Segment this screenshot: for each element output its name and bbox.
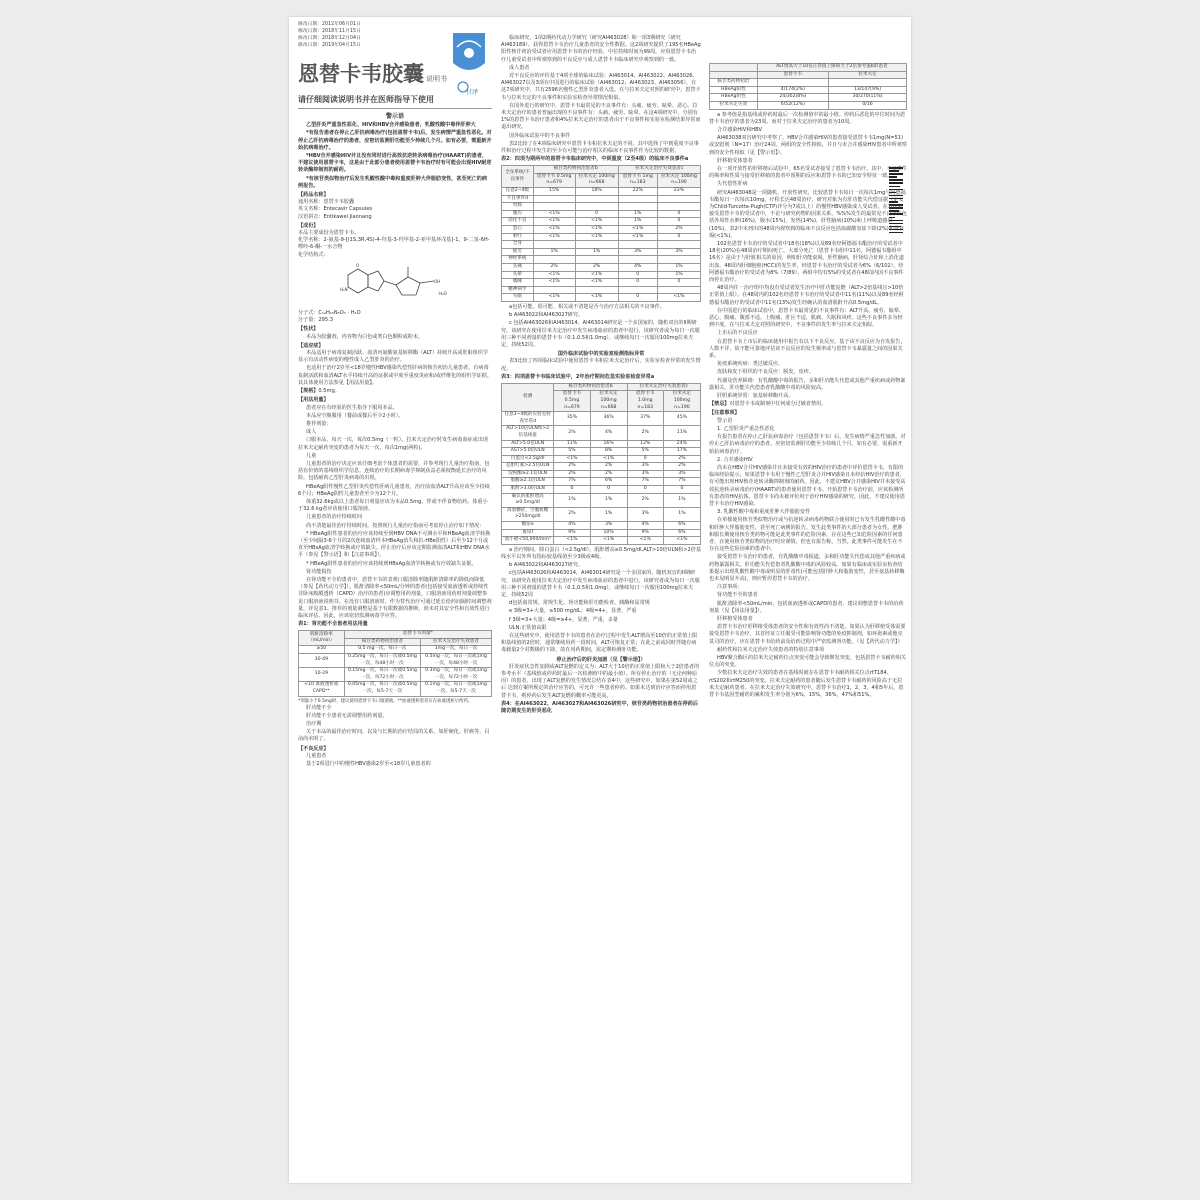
contraindication: 【禁忌】对恩替卡韦或制剂中任何成分过敏者禁用。 [709,401,827,408]
table-cell: 16% [590,440,627,448]
body-text: 表2比较了在4项临床研究中恩替卡韦和拉米夫定的不同。其中选择了中到重度不良事件和治疗过程中发生的至少有可能与治疗相关的临床不良事件作为比较的数据。 [501,140,699,155]
body-text: 肝炎症状急性加剧或ALT复燃的定义为：ALT大于10倍的正常值上限和大于2倍患者的参考水平（基线值或停药时最后一次检测值中的最小值）。所有停止治疗的（无论何种原因）的患者，出现了ALT复燃的发生情况总结在表4中，这些研究中，如果在第52周或之后 达到方案所规定的治疗应答的，可允许一些患者停药。如果未达到治疗应答而停用恩替卡韦，则停药后发生ALT复燃的概率可能更高。 [501,663,700,699]
table-cell: <1% [533,233,575,241]
table-cell: 6% [590,478,627,486]
table-cell [657,256,700,264]
table-cell: 0 [618,279,657,287]
table-row [502,263,701,271]
table-cell: 0 [657,233,700,241]
table3-caption: 表3：四项恩替卡韦临床试验中，2年治疗期间危急实验室检查异常a [501,373,655,380]
chemical-structure [338,261,458,305]
table-cell: <1% [575,294,618,302]
table3-notes: a 治疗期间，除白蛋白（<2.5g/dl）、肌酐增高≥0.5mg/dl,ALT>10倍ULN和>2倍基线水平以外所有指标较基线值至少3级或4级。 b AI463022和AI463027研究。 c包括AI463026和AI463014，AI463014研究是一个多国家的、随机双盲的II期研究，该研究在使用拉米夫定治疗中发生病毒血症的患者中进行，该研究者或为每日一次服用三种不同剂量的恩替卡韦（0.1,0.5和1.0mg），或继续每日一次服用100mg拉米夫定，持续52周 d包括血常规、常规生化、肾功能和肝功能检查、胰酶和尿常规 e 3级=3+大量，≥500 mg/dL；4级=4+，显著，严重 f 3级=3+大量；4级=≥4+，显著，严重，多量 ULN:正常值高限 [501,546,701,631]
table-cell: 总胆红素>2.5倍ULN [502,463,554,471]
table-cell: 3% [663,470,700,478]
table-cell: 9% [554,529,590,537]
table-cell: 15% [533,188,575,196]
table-cell: 2% [627,426,663,440]
indication-text: 也适用于治疗2岁至<18岁慢性HBV感染代偿性肝病的核苷初治儿童患者，有病毒复制活跃和血清ALT水平持续升高的证据或中度至重度炎症和/或纤维化的组织学证据。其具体使用方法参见【用法用量】。 [298,365,492,386]
warning-heading: 警示语 [385,113,404,120]
table-cell: <1% [575,271,618,279]
table-cell: 脂酶≥2.1倍ULN [502,478,554,486]
table-row [502,440,701,448]
table-row [502,203,701,211]
table-cell: 2% [590,470,627,478]
adverse-text: 基于2项进行中的慢性HBV感染2岁至<18岁儿童患者的 [306,760,431,767]
table-cell: 消化不良 [502,218,534,226]
table-cell: 0 [627,486,663,494]
table-cell: <1% [533,279,575,287]
table-cell [657,203,700,211]
table-cell: 0 [554,486,590,494]
col3-body: a 参考值是指基线或停药时最后一次检测值中的最小值。停药后恶化的中位时间为恩替卡韦治疗的患者为23周，而对于拉米夫定治疗的患者为10周。 合并感染HIV和HBV AI463038双盲研究中考察了，HBV合并感染HIV的患者接受恩替卡韦1mg(N=51)或安慰剂（N=17）治疗24周，两组的安全性相似，并且与未合并感染HIV患者中所观察到的安全性相似（见【警示语】）。 肝移植受体患者 在一项开放性的肝移植后试验中，65名受试者接受了恩替卡韦治疗。其中，不良事件的频率和性质与接受肝移植的患者中预期的反应和恩替卡韦的已知安全特征一致。 失代偿性肝病 研究AI463048是一项随机，开放性研究，比较恩替卡韦每日一次每次1mg与阿德福韦酯每日一次每次10mg，疗程长达48周治疗，研究对象为有肝功能失代偿证据（定义为Child-Turcotte-Pugh(CTP)评分为7或以上）的慢性HBV感染成人受试者。在102名接受恩替卡韦的受试者中，不论与研究药物的因果关系，%%%发生的最常见不良事件包括外周性水肿(16%)，腹水(15%)，发热(14%)，肝性脑病(10%)和上呼吸道感染(10%)。表2中未列出的48周内观察到的临床不良反应包括血碳酸氢盐下降(2%)和肾衰竭(<1%)。 102名恩替卡韦治疗的受试者中18名(18%)以及89名经阿德福韦酯治疗的受试者中18名(20%)在48周治疗期间死亡，大部分死亡（恩替卡韦组中11名，阿德福韦酯组中16名）是由于与肝脏相关的原因，例如肝功能衰竭，肝性脑病，肝肾综合征和上消化道出血。48周内肝细胞癌(HCC)的发生率，经恩替卡韦治疗的受试者为6%（6/102），经阿德福韦酯治疗的受试者为8%（7/89）。两组中均有5%的受试者在48周内因不良事件而停止治疗。 48周内任一治疗组中均没有受试者发生治疗中肝功能复燃（ALT>2倍基线且>10倍正常值上限）。在48周内的102名经恩替卡韦治疗的受试者中11名(11%)以及89名经阿德福韦酯治疗的受试者中11名(13%)发生经确认的血清肌酐升高0.5mg/dL。 在中国进行的临床试验中，恩替卡韦最常见的不良事件有：ALT升高、疲劳、眩晕、恶心、腹痛、腹部不适、上腹痛、肝区不适、肌痛、失眠和风疹。这些不良事件多为轻到中度。在与拉米夫定对照的研究中，不良事件的发生率与拉米夫定相似。 上市后的不良反应 在恩替卡韦上市后的临床使用中报告有以下不良反应。基于该不良反应为自发报告，人数不详，故不能可靠地评估该不良反应的发生频率或与恩替卡韦暴露量之间的因果关系。 免疫系统疾病：类过敏反应。 皮肤和皮下组织的不良反应：脱发，皮疹。 代谢及营养障碍：有乳酸酸中毒的报告，多和肝功能失代偿或其他严重疾病或药物暴露相关，肝功能失代偿患者乳酸酸中毒的风险较高。 肝胆系统异常：氨基转移酶升高。 [709,111,907,400]
table-cell: 4% [627,522,663,530]
table-cell [533,195,575,203]
warning-text: 乙型肝炎严重急性恶化、HIV和HBV合并感染患者，乳酸性酸中毒伴肝肿大 *有报告患者在停止乙肝抗病毒治疗(包括恩替卡韦)后，发生病情严重急性恶化。对停止乙肝抗病毒治疗的患者，应密切监测肝功能至少持续几个月。如有必要，需重新开始抗病毒治疗。 *HBV合并感染HIV并且没有同时进行高效抗逆转录病毒治疗(HAART)的患者，不建议使用恩替卡韦，这是由于此部分患者使用恩替卡韦治疗时有可能会出现HIV耐逆转录酶抑制剂的耐药。 *有核苷类似物治疗后发生乳酸性酸中毒和重度肝肿大伴脂肪变性，甚至死亡的病例报告。 [298,122,492,189]
table-cell [575,241,618,249]
table-cell: 0 [663,486,700,494]
table-cell: <1% [618,226,657,234]
table-cell: 12% [627,440,663,448]
table-cell [657,195,700,203]
table-cell: 5% [627,448,663,456]
table-cell: 疲劳 [502,248,534,256]
column-3 [709,17,907,700]
precaution-heading: 【注意事项】 [709,410,740,417]
table-cell: 3% [627,470,663,478]
table-cell: 3% [627,463,663,471]
table-cell: 1% [618,218,657,226]
body-text: 在国外进行的研究中，恩替卡韦最常见的不良事件有：头痛、疲劳、眩晕、恶心。拉米夫定治疗的患者普遍出现的不良事件有：头痛、疲劳、眩晕。在这4项研究中，分别有1%的恩替卡韦治疗患者和4%拉米夫定治疗的患者由于不良事件和实验室检测结果异常而退出研究。 [501,102,701,131]
table-cell: 2% [554,507,590,521]
table-cell: 2% [533,263,575,271]
table-cell: <1% [533,218,575,226]
column-2 [501,17,701,715]
table-cell: 1% [618,210,657,218]
table-cell: <1% [575,218,618,226]
table-row: 30-49 0.25mg一次，每日一次或0.5mg一次，每48小时一次 0.5mg一次，每日一次或1mg一次，每48小时一次 [299,653,492,667]
table-cell: <1% [627,537,663,545]
brand-name: 甘泽 [466,89,479,96]
table-cell: 2% [554,470,590,478]
table-cell: <1% [533,226,575,234]
table-cell [575,195,618,203]
table-cell: 1% [657,263,700,271]
table1-caption: 表1：肾功能不全患者用法用量 [298,621,368,628]
table2-notes: a包括可能、很可能、相关或不清楚是否与治疗方法相关的不良事件。 b AI463022和AI463027研究。 c 包括AI463026和AI463014，AI463014研究是一个多国家的、随机双盲的II期研究，该研究在使用拉米夫定治疗中发生病毒血症的患者中进行，该研究者或为每日一次服用三种不同剂量的恩替卡韦（0.1,0.5和1.0mg），或继续每日一次服用100mg拉米夫定，持续52周。 [501,303,700,348]
table-cell: 7% [554,478,590,486]
table4-caption: 表4：在AI463022、AI463027和AI463026研究中，核苷类药物初治患者在停药后随访期发生的肝炎恶化 [501,700,698,714]
table-cell: 1% [590,507,627,521]
table-cell: 不良事件d [502,195,534,203]
table-cell: <1% [554,537,590,545]
indication-heading: 【适应症】 [298,342,324,349]
table-cell [575,256,618,264]
table-row [502,188,701,196]
table-row [502,233,701,241]
table-cell: 3% [618,248,657,256]
table-cell: AST>5.0倍ULN [502,448,554,456]
adverse-events-table: 全身系统/不良事件 核苷类药物初治患者b 拉米夫定治疗失效患者c 恩替卡韦 0.5mg n=679 拉米夫定 100mg n=668 恩替卡韦 1mg n=183 拉米夫定 100mg n=190 任意2~4级 15% 18% 22% 23% 不良事件d 胃肠 腹泻 <1% 0 1% 0 消化不良 <1% <1% 1% 0 恶心 <1% <1% <1% 2% 呕吐 <1% <1% <1% 0 全身 疲劳 1% 1% 3% 3% 神经系统 头痛 2% 2% 4% 1% 头晕 <1% <1% 0 1% 嗜睡 <1% <1% 0 0 精神病学 失眠 <1% <1% 0 <1% [501,165,701,302]
table-row [502,486,701,494]
table-cell: 0 [618,294,657,302]
table-row [502,256,701,264]
table-cell: <1% [575,226,618,234]
table-cell: 2% [575,263,618,271]
table-row [502,218,701,226]
alt-flare-table: ALT增高大于10倍正常值上限和大于2倍参考值b的患者 恩替卡韦 拉米夫定 核苷类药物初治 HBeAg阳性 4/174(2%) 13/147(9%) HBeAg阴性 24/302(8%) 30/270(11%) 拉米夫定失效 6/52(12%) 0/16 [709,63,907,110]
table-cell: 11% [554,440,590,448]
table-cell: 2% [663,455,700,463]
table-cell: 23% [657,188,700,196]
table-cell: 0 [618,271,657,279]
table-cell [657,241,700,249]
table-cell: 高血糖症，空腹血糖>250mg/dl [502,507,554,521]
adverse-heading: 【不良反应】 [298,745,329,752]
table-row [502,529,701,537]
body-text: 国外临床试验中的不良事件 [509,132,571,139]
table-cell: 1% [663,507,700,521]
table-cell: <1% [554,455,590,463]
table-row: 10-29 0.15mg一次，每日一次或0.5mg一次，每72小时一次 0.3mg一次，每日一次或1mg一次，每72小时一次 [299,668,492,682]
table1-note: *剂量小于0.5mg时，建议使用恩替卡韦口服溶液。**血液透析患者应在血液透析后给药。 [298,698,473,704]
table-cell: 3% [627,507,663,521]
table-cell: 确认的肌酐增高≥0.5mg/dl [502,493,554,507]
table-cell: <1% [533,210,575,218]
table-cell [575,203,618,211]
table2-caption: 表2：四项为期两年的恩替卡韦临床研究中，中到重度（2至4级）的临床不良事件a [501,156,689,163]
table-cell [533,203,575,211]
table-cell: 22% [618,188,657,196]
table-row: ≥50 0.5 mg一次，每日一次 1mg一次，每日一次 [299,646,492,654]
indication-text: 本品适用于病毒复制活跃、血清丙氨酸氨基转移酶（ALT）持续升高或肝脏组织学显示有活动性病变的慢性成人乙型肝炎的治疗。 [298,350,488,364]
appearance-text: 本品为胶囊剂，内容物为白色或类白色颗粒或粉末。 [306,333,424,340]
table-cell: 任意3~4级的实验室检查异常d [502,412,554,426]
table-cell: 呕吐 [502,233,534,241]
table-cell: 35% [554,412,590,426]
posttreatment-heading: 停止治疗后的肝炎加剧（见【警示语】） [556,656,646,663]
drug-names: 通用名称：恩替卡韦胶囊 英文名称：Entecavir Capsules 汉语拼音：Entikawei Jiaonang [298,199,373,220]
table-cell: 胃肠 [502,203,534,211]
molecular-weight: 分子量：295.3 [298,317,333,324]
table-cell: 6% [663,522,700,530]
table-cell: 4% [590,426,627,440]
svg-text:OH: OH [434,278,441,284]
table-row [502,478,701,486]
table-cell: 淀粉酶≥2.1倍ULN [502,470,554,478]
composition-heading: 【成份】 [298,222,319,229]
composition-text: 本品主要成份为恩替卡韦。 化学名称：2-氨基-9-[(1S,3R,4S)-4-羟基-3-羟甲基-2-亚甲基环戊基]-1，9-二氢-6H-嘌呤-6-酮-一水合物 化学结构式： [298,230,490,258]
table-row [502,241,701,249]
table-cell: 2% [627,493,663,507]
molecular-formula: 分子式：C₁₂H₁₅N₅O₃ · H₂O [298,310,361,317]
table-cell: 8% [590,448,627,456]
table-cell [575,286,618,294]
table-cell: 1% [575,248,618,256]
body-text: 在这些研究中，使用恩替卡韦的患者在治疗过程中发生ALT增高至10倍的正常值上限和基线值的2倍时，通常继续用药一段时间，ALT可恢复正常；在此之前或同时伴随有病毒载量2个对数级的下降，故在用药期间，需定期检测肝功能。 [501,633,698,654]
table-row [502,286,701,294]
revision-dates: 修改日期：2012年06月01日 修改日期：2018年11月15日 修改日期：2018年12月04日 修改日期：2019年04月15日 [298,22,361,48]
table-row [502,195,701,203]
usage-heading: 【用法用量】 [298,397,329,404]
table-cell [618,195,657,203]
body-text: 成人患者 [509,64,530,71]
table-row: HBeAg阳性 4/174(2%) 13/147(9%) [710,86,907,94]
table-cell: 4% [554,522,590,530]
table-row [502,537,701,545]
table-cell: 全身 [502,241,534,249]
table-cell: 血尿f [502,529,554,537]
table-cell: 1% [590,493,627,507]
svg-text:H₂N: H₂N [340,286,348,292]
table-cell: 失眠 [502,294,534,302]
table-row [502,507,701,521]
table-cell: 任意2~4级 [502,188,534,196]
renal-dose-table: 肌酐清除率（mL/min） 恩替卡韦剂量* 核苷类药物初治患者 拉米夫定治疗失效患者 ≥50 0.5 mg一次，每日一次 1mg一次，每日一次 30-49 0.25mg一次，每日一次或0.5mg一次，每48小时一次 0.5mg一次，每日一次或1mg一次，每48小时一次 10-29 0.15mg一次，每日一次或0.5mg一次，每72小时一次 0.3mg一次，每日一次或1mg一次，每72小时一次 <10 血液透析或CAPD** 0.05mg一次，每日一次或0.5mg一次，每5-7天一次 0.1mg一次，每日一次或1mg一次，每5-7天一次 [298,630,492,696]
table-row [502,522,701,530]
table-cell: 2% [590,463,627,471]
table-cell: 0 [627,455,663,463]
leaflet-sheet [289,17,911,1183]
table-cell: 6% [663,529,700,537]
table-cell: 24% [663,440,700,448]
table-cell: ALT>5.0倍ULN [502,440,554,448]
table-row [502,271,701,279]
lab-intro: 表3比较了四项临床试验中使用恩替卡韦和拉米夫定治疗后，实验室检查异常的发生情况。 [501,358,701,372]
spec-line: 【规格】0.5mg。 [298,388,340,395]
usage-tail: 肝功能不全 肝功能不全患者无需调整用药剂量。 治疗期 关于本品的最佳治疗时间，以及与长期的治疗结局的关系，如肝硬化、肝癌等，目前尚未明了。 [298,704,490,743]
precaution-text: 警示语 1. 乙型肝炎严重急性恶化 有报告患者在停止乙肝抗病毒治疗（包括恩替卡韦）后，发生病情严重急性加剧。对停止乙肝抗病毒治疗的患者，应密切监测肝功能至少持续几个月。如有必要，需重新开始抗病毒治疗。 2. 合并感染HIV 尚未在HBV合并HIV感染并且未接受有效的HIV治疗的患者中评价恩替卡韦，有限的临床经验提示，如果恩替卡韦用于慢性乙型肝炎合并HIV感染且未经抗HIV治疗的患者，有可能出现HIV核苷逆转录酶抑制剂的耐药。因此，不建议HBV合并感染HIV并未接受高效抗逆转录病毒治疗(HAART)的患者使用恩替卡韦。开始恩替卡韦治疗前，应该检测所有患者的HIV抗体。恩替卡韦尚未被评价用于治疗HIV感染的研究，因此，不建议使用恩替卡韦治疗HIV感染。 3. 乳酸性酸中毒和重度肝肿大伴脂肪变性 在单独使用核苷类似物治疗或与抗逆转录病毒药物联合使用时已有发生乳酸性酸中毒和肝肿大伴脂肪变性，甚至死亡病例的报告。发生此类事件的大部分患者为女性。肥胖和服长期使用核苷类药物可能是此类事件的危险因素。存在这些已知危险因素的任何患者，在使用核苷类似物的治疗时应谨慎，但也有报告称，当然，此类事件可能发生在不存在这些危险因素的患者中。 接受恩替卡韦治疗的患者，有乳酸酸中毒报道，多和肝功能失代偿或其他严重疾病或药物暴露相关。肝功能失代偿患者乳酸酸中毒的风险较高。如果有临床或实验室检查结果提示出现乳酸性酸中毒或明显的肝毒性(可能包括肝肿大和脂肪变性，甚至氨基转移酶也未见明显升高)，则应暂停恩替卡韦的治疗。 注意事项： 肾功能不全的患者 肌酐清除率<50mL/min，包括血液透析或CAPD的患者，建议调整恩替卡韦的给药剂量（见【用法用量】）。 肝移植受体患者 恩替卡韦治疗肝移植受体患者的安全性和有效性尚不清楚。如果认为肝移植受体需要接受恩替卡韦治疗，其首经证立任服受可能影响肾功能的免疫抑制剂，如环孢素或他克莫司的治疗，应在恩替卡韦给药前及给药过程中严密监测肾功能。（见【药代动力学】） 耐药性和拉米夫定治疗失效患者的特别注意事项 HBV聚合酶区的拉米夫定耐药位点突变可能会导致继发突变，包括恩替卡韦耐药相关位点的突变。 少数拉米夫定治疗失效的患者在基线时就存在恩替卡韦耐药相关位点rtT184、rtS202和rtM250的突变。拉米夫定耐药的患者随后发生恩替卡韦耐药的风险高于无拉米夫定耐药患者。在拉米夫定治疗失效研究中，恩替卡韦治疗1，2，3，4和5年后，恩替卡韦基因型耐药的累积发生率分别为6%，15%，36%，47%和51%。 [709,417,906,698]
table-cell: <1% [618,233,657,241]
body-text: 对不良反应的评价基于4项全球的临床试验：AI463014、AI463022、AI463026、AI463027以及3项在中国进行的临床试验（AI463012、AI463023、AI463056），在这7项研究中，共有2596名慢性乙型肝炎患者入选。在与拉米夫定对照的研究中，恩替卡韦与拉米夫定的不良事件和实验室检查异常情况相似。 [501,73,701,101]
table-row [502,210,701,218]
table-row [502,455,701,463]
table-cell: 白蛋白<2.5g/dl [502,455,554,463]
table-cell: <1% [590,537,627,545]
body-text: 临床研究，1项2期药代动力学研究（研究AI463028）和一项3期研究（研究AI463189），获得恩替卡韦治疗儿童患者的安全性数据。这2项研究提供了195名HBeAg阳性核苷初治受试者应用恩替卡韦的治疗经验，中位持续时间为99周。应用恩替卡韦治疗儿童受试者中所观察到的不良反应与成人恩替卡韦临床研究中观察到的一致。 [501,35,701,63]
table-cell: <1% [663,537,700,545]
table-row [502,463,701,471]
table-cell: 45% [663,412,700,426]
table-cell [618,286,657,294]
table-cell: 0 [575,210,618,218]
table-cell: <1% [533,271,575,279]
table-cell [618,203,657,211]
table-row [502,426,701,440]
table-cell: 3% [590,522,627,530]
table-cell: 37% [627,412,663,426]
table-cell: 0 [590,486,627,494]
table-row: <10 血液透析或CAPD** 0.05mg一次，每日一次或0.5mg一次，每5-7天一次 0.1mg一次，每日一次或1mg一次，每5-7天一次 [299,682,492,696]
table-cell: ALT>10倍ULN和>2倍基线值 [502,426,554,440]
table-cell: 嗜睡 [502,279,534,287]
table-row [502,226,701,234]
table-cell: 0 [657,218,700,226]
table-cell: 1% [554,493,590,507]
svg-text:O: O [356,262,360,268]
table-cell: 1% [663,493,700,507]
drug-title: 恩替卡韦胶囊 说明书 [298,62,447,86]
table-cell: 18% [575,188,618,196]
table-cell: 11% [663,426,700,440]
table-cell: 神经系统 [502,256,534,264]
table-cell: 2% [657,226,700,234]
table-row [502,470,701,478]
table-cell: 2% [554,463,590,471]
table-cell: 9% [627,529,663,537]
table-cell: 血小板<50,000/mm³ [502,537,554,545]
table-cell: 7% [663,478,700,486]
lab-abnormality-table: 检测 核苷类药物初治患者b 拉米夫定治疗失效患者c 恩替卡韦 0.5mg n=679 拉米夫定 100mg n=668 恩替卡韦 1.0mg n=183 拉米夫定 100mg n=190 任意3~4级的实验室检查异常d 35% 36% 37% 45% ALT>10倍ULN和>2倍基线值 2% 4% 2% 11% ALT>5.0倍ULN 11% 16% 12% 24% AST>5.0倍ULN 5% 8% 5% 17% 白蛋白<2.5g/dl <1% <1% 0 2% 总胆红素>2.5倍ULN 2% 2% 3% 2% 淀粉酶≥2.1倍ULN 2% 2% 3% 3% 脂酶≥2.1倍ULN 7% 6% 7% 7% 肌酐>3.0倍ULN 0 0 0 0 确认的肌酐增高≥0.5mg/dl 1% 1% 2% 1% 高血糖症，空腹血糖>250mg/dl 2% 1% 3% 1% 糖尿e 4% 3% 4% 6% 血尿f 9% 10% 9% 6% 血小板<50,000/mm³ <1% <1% <1% <1% [501,383,701,545]
usage-text: 患者应在有经验的医生指导下服用本品。 本品应空腹服用（餐前或餐后至少2小时）。 推荐剂量： 成人 口服本品，每天一次，每次0.5mg（一粒）。拉米夫定治疗时发生病毒血症或出现拉米夫定耐药突变的患者为每天一次，每次1mg(两粒)。 儿童 儿童患者的治疗决定应该仔细考虑个体患者的需要，并参考现行儿童治疗指南，包括有价值的基线组织学信息。连续治疗的长期病毒学抑制获益必须权衡延长治疗的风险，包括耐药乙型肝炎病毒的出现。 HBeAg阳性慢性乙型肝炎代偿性肝病儿童患者，治疗前血清ALT升高应该至少持续6个月；HBeAg阴性儿童患者至少为12个月。 体重32.6kg或以上患者每日剂量应该为本品0.5mg，伴或不伴食物给药。体重小于32.6 kg者应该使用口服溶液。 儿童患者的治疗持续时间 尚不清楚最佳治疗持续时间。按照现行儿童治疗指南可考虑停止治疗如下情况： * HBeAg阳性患者的治疗应该持续至到HBV DNA不可测水平和HBeAg血清学转换（至少间隔3-6个月的2次连续血清样本HBeAg消失和抗-HBe阳性）后至少12个月或直至HBsAg血清学转换或疗效缺失。停止治疗后应该定期监测血清ALT和HBV DNA水平（参见【警示语】和【注意事项】）。 * HBeAg阴性患者的治疗应该持续到HBsAg血清学转换或有疗效缺失证据。 肾功能损伤 在肾功能不全的患者中，恩替卡韦的表观口服清除率随肌酐清除率的降低而降低（参见【药代动力学】）。肌酐清除率<50mL/分钟的患者(包括接受血液透析或持续性非卧床腹膜透析（CAPD）治疗的患者)应调整用药剂量，口服溶液用药时剂量调整参见口服溶液说明书。在没有口服溶液时，作为替代治疗可通过延长给药间隔时间调整剂量，详见表1。推荐的剂量调整是基于有限数据的推断，尚未对其安全性和有效性进行临床评估。因此，应该密切监测病毒学应答。 [298,404,492,619]
table-cell [657,286,700,294]
table-cell: 5% [554,448,590,456]
table-cell: 头晕 [502,271,534,279]
table-row [502,279,701,287]
table-cell: <1% [657,294,700,302]
table-row: 拉米夫定失效 6/52(12%) 0/16 [710,101,907,109]
table-row [502,448,701,456]
adverse-text: 儿童患者 [306,752,327,759]
table-cell: 3% [657,248,700,256]
table-row [502,493,701,507]
table-cell: <1% [590,455,627,463]
table-cell: 精神病学 [502,286,534,294]
table-cell: 17% [663,448,700,456]
table-cell: 2% [554,426,590,440]
drug-name-heading: 【药品名称】 [298,192,329,199]
table-cell: 7% [627,478,663,486]
table-cell: <1% [533,294,575,302]
table-cell: 4% [618,263,657,271]
table-row [502,294,701,302]
table-row: 核苷类药物初治 [710,79,907,87]
table-cell: 2% [663,463,700,471]
reading-instruction: 请仔细阅读说明书并在医师指导下使用 [298,95,492,109]
table-cell: <1% [575,279,618,287]
table-row: HBeAg阴性 24/302(8%) 30/270(11%) [710,94,907,102]
column-1 [298,17,492,769]
table-row [502,248,701,256]
table-cell: 0 [657,210,700,218]
table-cell: <1% [575,233,618,241]
table-cell: 肌酐>3.0倍ULN [502,486,554,494]
table-cell: 1% [533,248,575,256]
table-cell: 1% [657,271,700,279]
table-cell: 10% [590,529,627,537]
table-cell: 腹泻 [502,210,534,218]
svg-text:·H₂O: ·H₂O [438,290,448,296]
table-cell [533,256,575,264]
appearance-heading: 【性状】 [298,326,319,333]
table-cell: 头痛 [502,263,534,271]
table-cell [618,241,657,249]
table-cell: 恶心 [502,226,534,234]
table-cell: 糖尿e [502,522,554,530]
lab-heading: 国外临床试验中的实验室检测指标异常 [557,351,645,358]
table-cell [618,256,657,264]
table-cell [533,286,575,294]
table-row [502,412,701,426]
table-cell [533,241,575,249]
table-cell: 36% [590,412,627,426]
table-cell: 0 [657,279,700,287]
